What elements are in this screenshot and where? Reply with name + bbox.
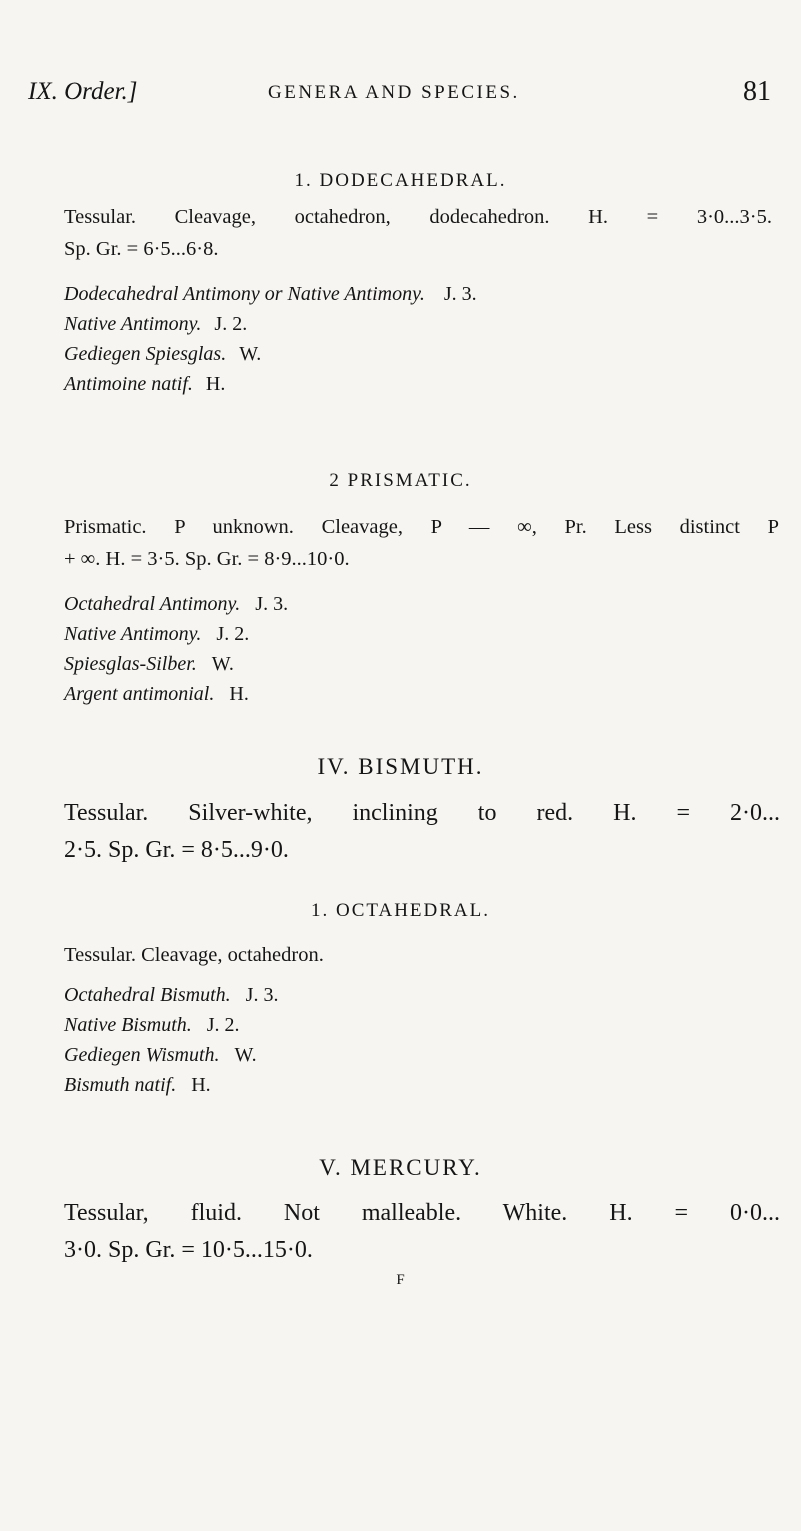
synonym-entry	[64, 1074, 211, 1097]
synonym-ref: H.	[191, 1074, 211, 1096]
description-line: Prismatic. P unknown. Cleavage, P — ∞, Pr. Less distinct P	[64, 516, 779, 538]
section-heading-dodecahedral: 1. DODECAHEDRAL.	[294, 170, 507, 191]
section-heading-octahedral: 1. OCTAHEDRAL.	[311, 900, 490, 921]
synonym-name: Antimoine natif.	[64, 373, 193, 395]
section-heading-mercury: V. MERCURY.	[319, 1155, 482, 1180]
description-line: 2·5. Sp. Gr. = 8·5...9·0.	[64, 837, 289, 863]
synonym-entry	[64, 593, 288, 616]
synonym-ref: J. 2.	[206, 1014, 240, 1036]
synonym-entry	[64, 313, 247, 336]
description-line: Tessular. Silver-white, inclining to red. H. = 2·0...	[64, 800, 780, 826]
signature-mark: F	[396, 1272, 405, 1288]
synonym-ref: W.	[211, 653, 234, 675]
synonym-name: Argent antimonial.	[64, 683, 215, 705]
synonym-name: Native Antimony.	[64, 623, 202, 645]
page-number: 81	[743, 76, 771, 107]
synonym-name: Gediegen Wismuth.	[64, 1044, 220, 1066]
synonym-ref: W.	[234, 1044, 257, 1066]
synonym-ref: J. 3.	[255, 593, 289, 615]
synonym-ref: J. 2.	[214, 313, 248, 335]
description-line: + ∞. H. = 3·5. Sp. Gr. = 8·9...10·0.	[64, 548, 350, 570]
section-heading-bismuth: IV. BISMUTH.	[317, 754, 484, 779]
description-line: Tessular. Cleavage, octahedron, dodecahedron. H. = 3·0...3·5.	[64, 206, 772, 228]
synonym-ref: H.	[205, 373, 226, 395]
synonym-entry	[64, 1014, 240, 1037]
synonym-name: Dodecahedral Antimony or Native Antimony.	[64, 283, 425, 305]
synonym-name: Bismuth natif.	[64, 1074, 177, 1096]
synonym-entry	[64, 343, 261, 366]
synonym-entry	[64, 683, 249, 706]
synonym-name: Gediegen Spiesglas.	[64, 343, 227, 365]
synonym-name: Octahedral Bismuth.	[64, 984, 231, 1006]
synonym-entry	[64, 373, 225, 396]
synonym-name: Native Bismuth.	[64, 1014, 192, 1036]
section-heading-prismatic: 2 PRISMATIC.	[329, 470, 472, 491]
synonym-ref: J. 3.	[245, 984, 279, 1006]
running-head-chapter: IX. Order.]	[28, 78, 138, 105]
running-head	[28, 78, 771, 114]
synonym-name: Spiesglas-Silber.	[64, 653, 197, 675]
description-line: Tessular, fluid. Not malleable. White. H. = 0·0...	[64, 1200, 780, 1226]
synonym-entry	[64, 623, 249, 646]
description-line: Tessular. Cleavage, octahedron.	[64, 944, 324, 966]
synonym-name: Octahedral Antimony.	[64, 593, 241, 615]
description-line: Sp. Gr. = 6·5...6·8.	[64, 238, 219, 260]
synonym-ref: J. 2.	[216, 623, 250, 645]
running-head-title: GENERA AND SPECIES.	[268, 82, 520, 103]
synonym-ref: W.	[239, 343, 262, 365]
synonym-name: Native Antimony.	[64, 313, 202, 335]
synonym-entry	[64, 653, 234, 676]
synonym-ref: J. 3.	[443, 283, 477, 305]
synonym-ref: H.	[229, 683, 249, 705]
synonym-entry	[64, 1044, 257, 1067]
synonym-entry	[64, 984, 278, 1007]
synonym-entry	[64, 283, 477, 306]
description-line: 3·0. Sp. Gr. = 10·5...15·0.	[64, 1237, 313, 1263]
